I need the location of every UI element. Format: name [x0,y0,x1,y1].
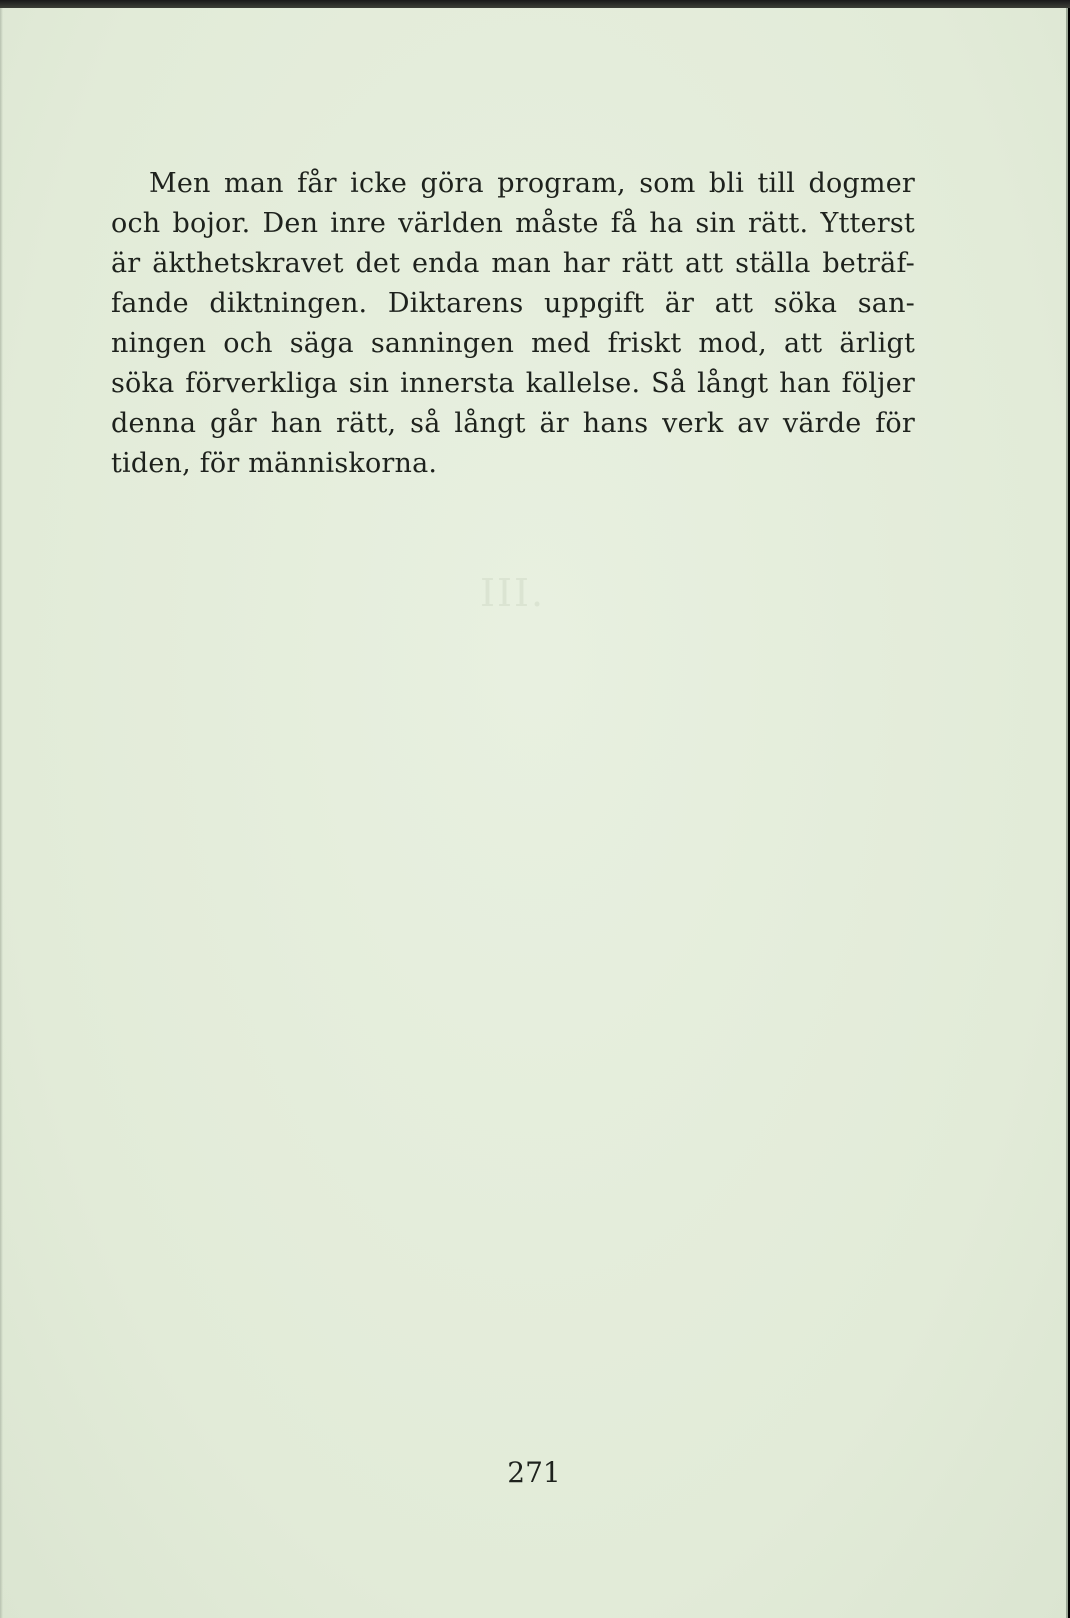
text-line: söka förverkliga sin innersta kallelse. Så långt han följer [111,368,915,399]
text-line: ningen och säga sanningen med friskt mod, att ärligt [111,328,915,359]
bleed-through-numeral: III. [480,571,546,615]
book-page [0,6,1068,1618]
body-paragraph [111,164,915,484]
text-line: Men man får icke göra program, som bli till dogmer [149,168,915,199]
text-line: är äkthetskravet det enda man har rätt att ställa beträf- [111,248,915,279]
text-line: fande diktningen. Diktarens uppgift är att söka san- [111,288,915,319]
top-binding-edge [0,0,1070,8]
text-line: och bojor. Den inre världen måste få ha sin rätt. Ytterst [111,208,915,239]
page-left-edge [0,6,3,1618]
text-line: denna går han rätt, så långt är hans verk av värde för [111,408,915,439]
text-line: tiden, för människorna. [111,448,438,479]
page-number: 271 [507,1456,561,1489]
